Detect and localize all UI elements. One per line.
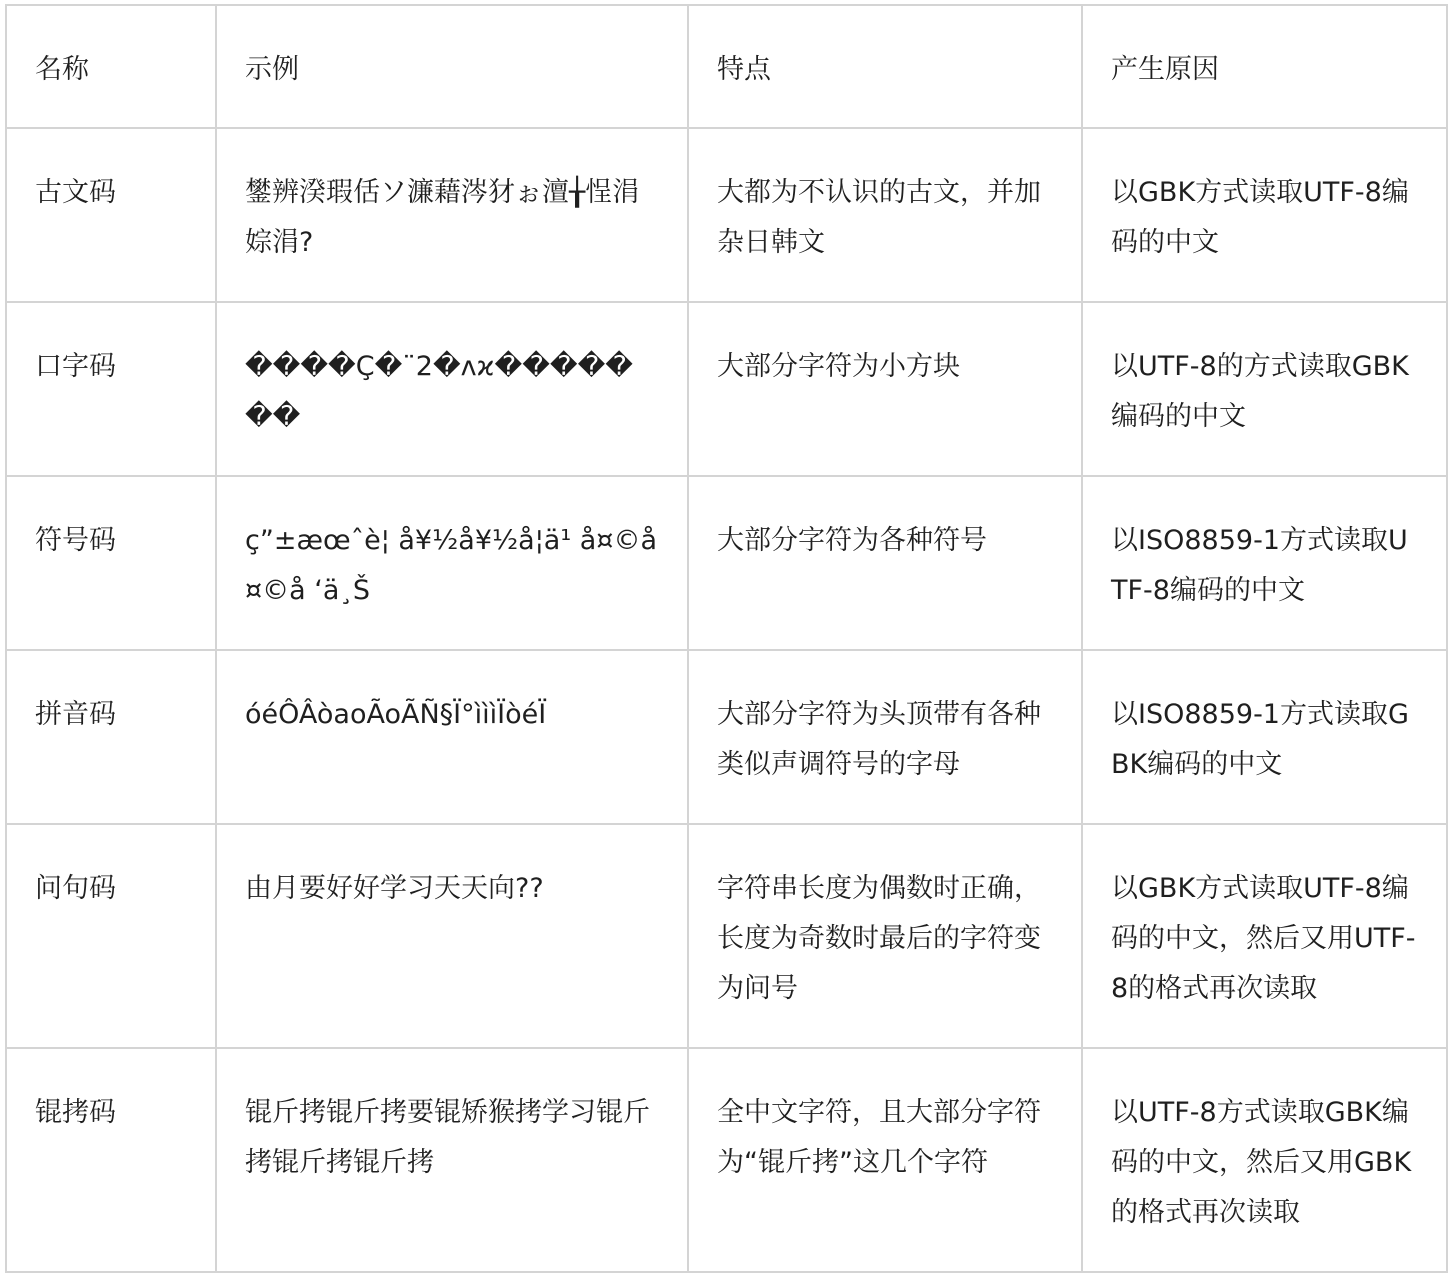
cell-feature: 全中文字符，且大部分字符为“锟斤拷”这几个字符 [688, 1048, 1082, 1272]
table-row [6, 476, 1447, 650]
cell-reason: 以UTF-8的方式读取GBK编码的中文 [1082, 302, 1447, 476]
header-feature: 特点 [688, 5, 1082, 128]
cell-reason: 以GBK方式读取UTF-8编码的中文 [1082, 128, 1447, 302]
cell-example: ç”±æœˆè¦ å¥½å¥½å¦ä¹ å¤©å¤©å ‘ä¸Š [216, 476, 688, 650]
cell-example: ����Ç�¨2�ʌϰ������� [216, 302, 688, 476]
cell-name: 锟拷码 [6, 1048, 216, 1272]
cell-example: 由月要好好学习天天向?? [216, 824, 688, 1048]
cell-name: 口字码 [6, 302, 216, 476]
garbled-text-table [5, 4, 1448, 1273]
table-row [6, 128, 1447, 302]
cell-name: 拼音码 [6, 650, 216, 824]
cell-reason: 以ISO8859-1方式读取GBK编码的中文 [1082, 650, 1447, 824]
table-header [6, 5, 1447, 128]
cell-example: 锟斤拷锟斤拷要锟矫猴拷学习锟斤拷锟斤拷锟斤拷 [216, 1048, 688, 1272]
header-example: 示例 [216, 5, 688, 128]
table-body [6, 128, 1447, 1272]
cell-name: 古文码 [6, 128, 216, 302]
header-reason: 产生原因 [1082, 5, 1447, 128]
cell-reason: 以ISO8859-1方式读取UTF-8编码的中文 [1082, 476, 1447, 650]
cell-feature: 大部分字符为各种符号 [688, 476, 1082, 650]
cell-example: 鐢辨湀瑕佸ソ濂藉涔犲ぉ澶╁悜涓婃涓? [216, 128, 688, 302]
cell-feature: 大都为不认识的古文，并加杂日韩文 [688, 128, 1082, 302]
cell-feature: 大部分字符为头顶带有各种类似声调符号的字母 [688, 650, 1082, 824]
cell-name: 符号码 [6, 476, 216, 650]
header-name: 名称 [6, 5, 216, 128]
table-row [6, 1048, 1447, 1272]
cell-feature: 字符串长度为偶数时正确，长度为奇数时最后的字符变为问号 [688, 824, 1082, 1048]
header-row [6, 5, 1447, 128]
table-row [6, 650, 1447, 824]
cell-reason: 以UTF-8方式读取GBK编码的中文，然后又用GBK的格式再次读取 [1082, 1048, 1447, 1272]
cell-feature: 大部分字符为小方块 [688, 302, 1082, 476]
cell-reason: 以GBK方式读取UTF-8编码的中文，然后又用UTF-8的格式再次读取 [1082, 824, 1447, 1048]
cell-name: 问句码 [6, 824, 216, 1048]
table-row [6, 302, 1447, 476]
table-row [6, 824, 1447, 1048]
cell-example: óéÔÂòaoÃoÃÑ§Ï°ìììÏòéÏ [216, 650, 688, 824]
